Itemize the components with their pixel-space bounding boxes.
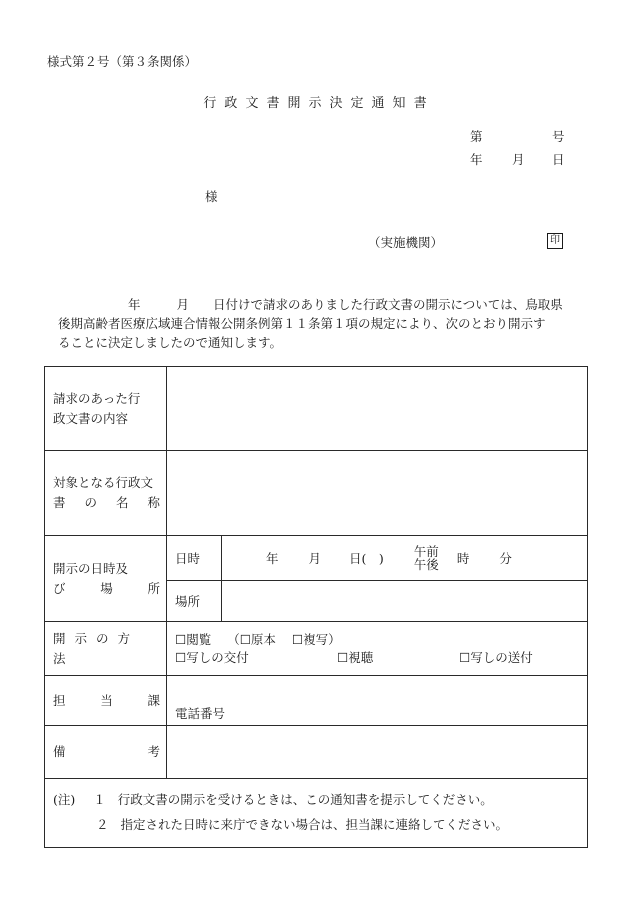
note-2-text: 指定された日時に来庁できない場合は、担当課に連絡してください。 <box>120 817 509 832</box>
title-char: 書 <box>413 96 427 111</box>
label-char: の <box>84 495 97 510</box>
method-options <box>167 622 588 676</box>
datetime-place-label <box>45 536 167 622</box>
table-row <box>45 622 588 676</box>
phone-label: 電話番号 <box>175 706 226 721</box>
remarks-label <box>45 726 167 779</box>
table-row <box>45 676 588 726</box>
notice-body <box>58 295 598 352</box>
label-char: 書 <box>53 495 66 510</box>
document-name-field[interactable] <box>167 451 588 536</box>
dt-hour: 時 <box>456 551 470 566</box>
note-1-text: 行政文書の開示を受けるときは、この通知書を提示してください。 <box>117 792 493 807</box>
date-year: 年 <box>470 152 483 167</box>
title-char: 決 <box>329 96 343 111</box>
note-prefix: (注) <box>53 792 76 807</box>
table-row <box>45 367 588 451</box>
datetime-subrow <box>167 536 587 581</box>
label-char: 課 <box>147 692 160 708</box>
note-1 <box>53 787 579 812</box>
title-char: 通 <box>371 96 385 111</box>
label-char: 備 <box>53 744 66 759</box>
place-field[interactable] <box>222 581 587 621</box>
label-line: 対象となる行政文 <box>53 475 154 490</box>
table-row <box>45 451 588 536</box>
body-line-2: 後期高齢者医療広域連合情報公開条例第１１条第１項の規定により、次のとおり開示す <box>58 316 546 331</box>
requested-content-field[interactable] <box>167 367 588 451</box>
label-line <box>53 629 160 669</box>
am-label: 午前 <box>413 544 439 559</box>
dt-minute: 分 <box>499 551 512 566</box>
title-char: 定 <box>350 96 364 111</box>
document-title <box>0 92 630 111</box>
copy-checkbox[interactable]: ☐複写） <box>291 631 341 647</box>
label-char: 所 <box>147 580 160 596</box>
title-char: 示 <box>308 96 322 111</box>
seal-mark: 印 <box>547 233 563 249</box>
department-label <box>45 676 167 726</box>
title-char: 政 <box>224 96 238 111</box>
note-2-number: ２ <box>96 817 109 832</box>
date-month: 月 <box>512 152 525 167</box>
agency-label: （実施機関） <box>368 235 444 250</box>
copy-deliver-checkbox[interactable]: ☐写しの交付 <box>175 649 249 665</box>
doc-no-suffix: 号 <box>552 129 565 144</box>
dt-day: 日( ) <box>349 551 384 566</box>
pm-label: 午後 <box>413 557 439 572</box>
table-row <box>45 779 588 848</box>
notes-cell <box>45 779 588 848</box>
label-line: 開示の日時及 <box>53 560 129 576</box>
requested-content-label <box>45 367 167 451</box>
label-char: 名 <box>115 495 129 510</box>
datetime-place-cell <box>167 536 588 622</box>
title-char: 行 <box>203 96 217 111</box>
note-2 <box>53 812 579 837</box>
title-char: 書 <box>266 96 280 111</box>
label-line <box>53 493 160 513</box>
notice-table <box>44 366 588 848</box>
view-checkbox[interactable]: ☐閲覧 <box>175 631 212 647</box>
note-1-number: １ <box>93 792 106 807</box>
method-row-2 <box>175 649 587 667</box>
body-line1-rest: 日付けで請求のありました行政文書の開示については、鳥取県 <box>213 297 563 312</box>
title-char: 文 <box>245 96 259 111</box>
original-checkbox[interactable]: （☐原本 <box>227 631 276 647</box>
label-char: 当 <box>100 692 113 708</box>
body-month: 月 <box>176 297 190 312</box>
label-char: 担 <box>53 692 66 708</box>
dt-year: 年 <box>266 551 279 566</box>
label-char: び <box>53 580 66 596</box>
body-year: 年 <box>128 297 141 312</box>
label-line <box>53 579 160 599</box>
label-line: 請求のあった行 <box>53 390 141 406</box>
form-number: 様式第２号（第３条関係） <box>47 54 198 69</box>
doc-no-prefix: 第 <box>470 129 483 144</box>
label-char: 考 <box>147 744 160 759</box>
label-line: 政文書の内容 <box>53 410 129 426</box>
datetime-label: 日時 <box>167 536 222 580</box>
dt-month: 月 <box>308 551 322 566</box>
label-char: 称 <box>147 495 160 510</box>
body-line-1 <box>58 295 598 314</box>
place-subrow <box>167 581 587 621</box>
place-label: 場所 <box>167 581 222 621</box>
watch-checkbox[interactable]: ☐視聴 <box>337 649 374 665</box>
department-field[interactable] <box>167 676 588 726</box>
label-char: 場 <box>100 580 113 596</box>
body-line-3: ることに決定しましたので通知します。 <box>58 335 283 350</box>
method-label <box>45 622 167 676</box>
label-text: 開示の方法 <box>53 630 140 666</box>
table-row <box>45 536 588 622</box>
document-name-label <box>45 451 167 536</box>
date-day: 日 <box>552 152 565 167</box>
method-row-1 <box>175 631 587 649</box>
recipient-suffix: 様 <box>205 189 218 204</box>
title-char: 開 <box>287 96 301 111</box>
ampm-selector[interactable] <box>414 545 439 571</box>
datetime-field[interactable] <box>222 536 512 580</box>
table-row <box>45 726 588 779</box>
title-char: 知 <box>392 96 406 111</box>
copy-send-checkbox[interactable]: ☐写しの送付 <box>459 649 533 665</box>
remarks-field[interactable] <box>167 726 588 779</box>
